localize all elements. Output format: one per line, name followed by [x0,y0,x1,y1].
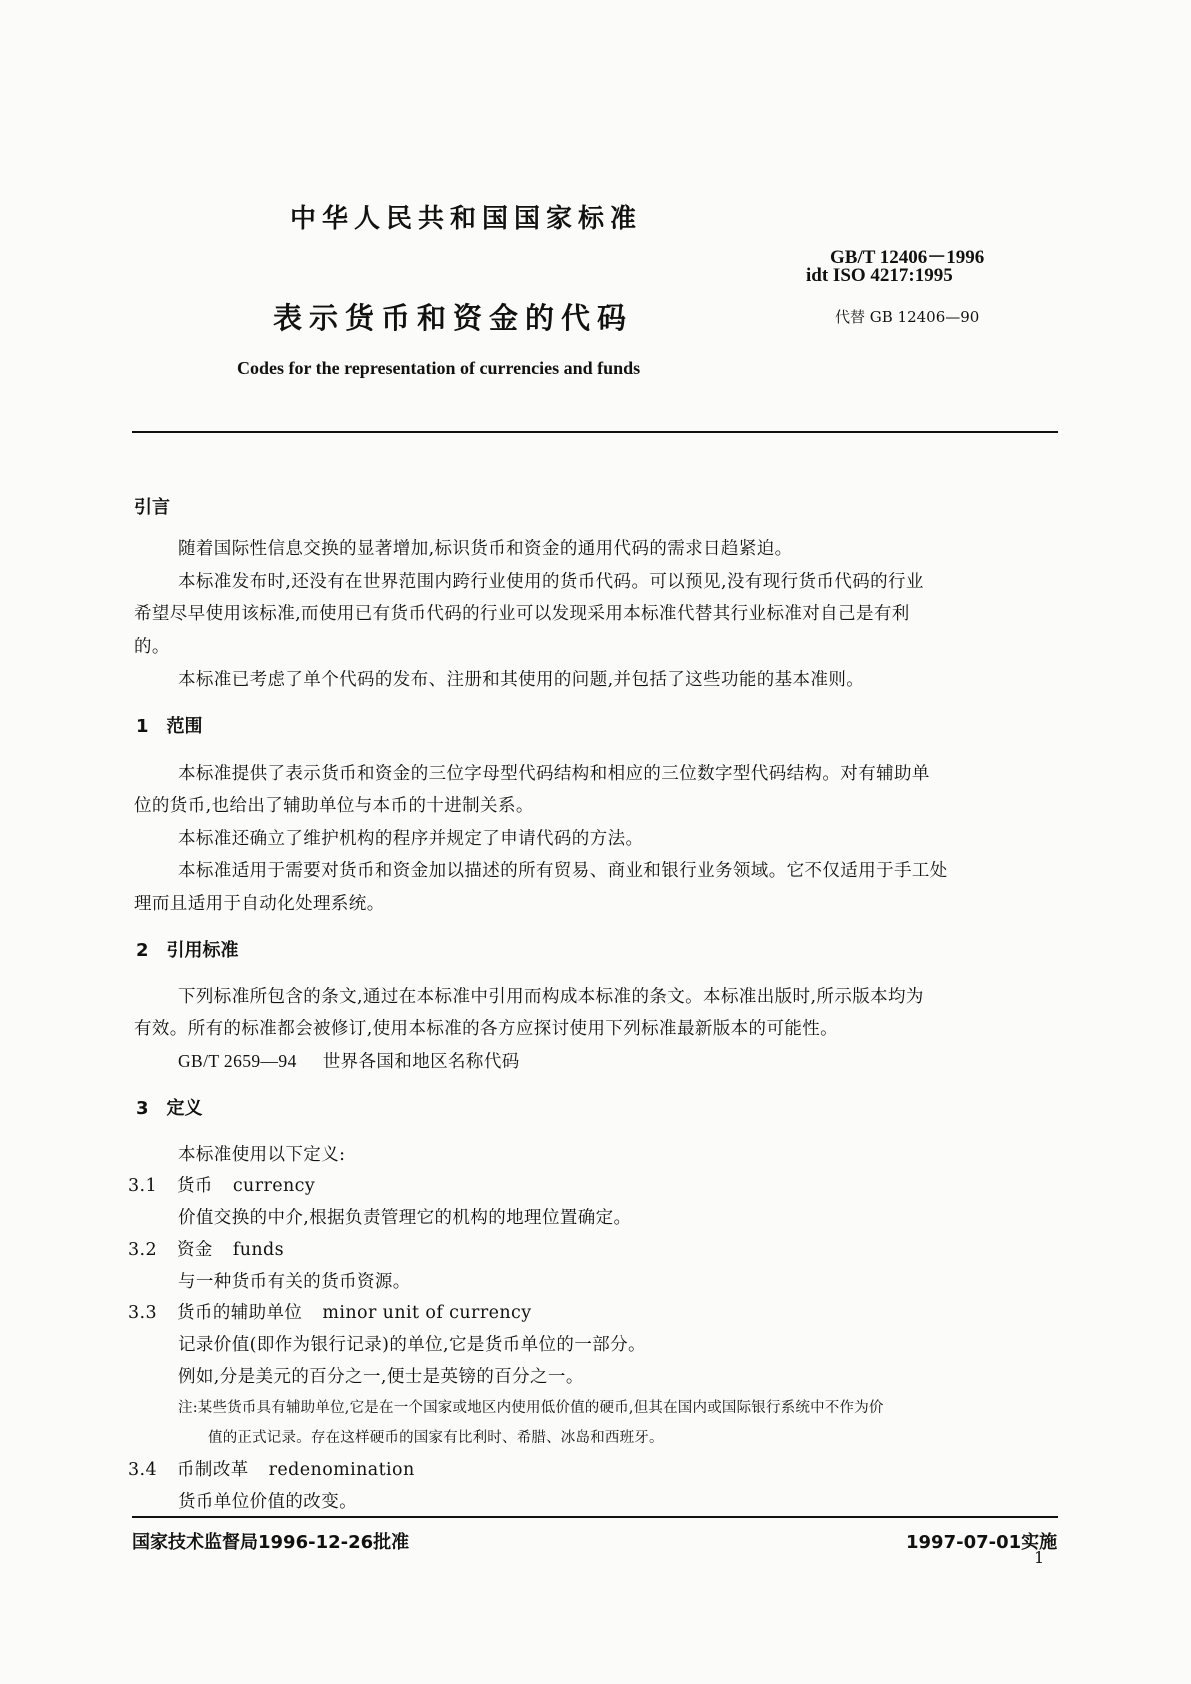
definition-3-1-term: 3.1 货币 currency [128,1176,316,1196]
page-number: 1 [1034,1548,1045,1567]
intro-heading: 引言 [134,497,170,518]
idt-code: idt ISO 4217:1995 [806,265,953,286]
referenced-standard [178,1048,520,1073]
standard-code: GB/T 12406－1996 [830,247,985,268]
section-1-heading: 1 范围 [136,716,203,737]
section-2-heading: 2 引用标准 [136,940,239,961]
definition-3-3-note-line-1: 注:某些货币具有辅助单位,它是在一个国家或地区内使用低价值的硬币,但其在国内或国际银行系统中不作为价 [178,1400,884,1416]
definition-3-3-text: 记录价值(即作为银行记录)的单位,它是货币单位的一部分。 [178,1335,646,1355]
section-1-paragraph-3-line-2: 理而且适用于自动化处理系统。 [134,894,385,914]
referenced-standard-code: GB/T 2659—94 [178,1051,297,1071]
section-3-heading: 3 定义 [136,1098,203,1119]
definitions-intro: 本标准使用以下定义: [178,1145,346,1165]
definition-3-4-term: 3.4 币制改革 redenomination [128,1460,415,1480]
definition-3-3-note-line-2: 值的正式记录。存在这样硬币的国家有比利时、希腊、冰岛和西班牙。 [208,1430,664,1446]
definition-3-1-text: 价值交换的中介,根据负责管理它的机构的地理位置确定。 [178,1208,632,1228]
section-2-paragraph-line-2: 有效。所有的标准都会被修订,使用本标准的各方应探讨使用下列标准最新版本的可能性。 [134,1019,839,1039]
section-1-paragraph-1-line-2: 位的货币,也给出了辅助单位与本币的十进制关系。 [134,796,534,816]
section-1-paragraph-3-line-1: 本标准适用于需要对货币和资金加以描述的所有贸易、商业和银行业务领域。它不仅适用于手工处 [178,861,948,881]
definition-3-3-term: 3.3 货币的辅助单位 minor unit of currency [128,1303,532,1323]
intro-paragraph-2-line-3: 的。 [134,637,170,657]
intro-paragraph-3: 本标准已考虑了单个代码的发布、注册和其使用的问题,并包括了这些功能的基本准则。 [178,670,865,690]
intro-paragraph-1: 随着国际性信息交换的显著增加,标识货币和资金的通用代码的需求日趋紧迫。 [178,539,793,559]
definition-3-3-example: 例如,分是美元的百分之一,便士是英镑的百分之一。 [178,1367,584,1387]
header-divider [132,431,1058,433]
section-1-paragraph-1-line-1: 本标准提供了表示货币和资金的三位字母型代码结构和相应的三位数字型代码结构。对有辅助单 [178,764,930,784]
section-2-paragraph-line-1: 下列标准所包含的条文,通过在本标准中引用而构成本标准的条文。本标准出版时,所示版本均为 [178,987,924,1007]
document-title-en: Codes for the representation of currencies and funds [237,358,641,378]
document-title-cn: 表示货币和资金的代码 [273,301,634,335]
section-1-paragraph-2: 本标准还确立了维护机构的程序并规定了申请代码的方法。 [178,829,644,849]
effective-date: 1997-07-01实施 [906,1532,1058,1553]
replaces-standard: 代替 GB 12406—90 [835,308,980,326]
national-standard-heading: 中华人民共和国国家标准 [290,204,643,234]
definition-3-2-term: 3.2 资金 funds [128,1240,285,1260]
intro-paragraph-2-line-2: 希望尽早使用该标准,而使用已有货币代码的行业可以发现采用本标准代替其行业标准对自己是有利 [134,604,910,624]
intro-paragraph-2-line-1: 本标准发布时,还没有在世界范围内跨行业使用的货币代码。可以预见,没有现行货币代码的行业 [178,572,924,592]
definition-3-2-text: 与一种货币有关的货币资源。 [178,1272,411,1292]
approval-date: 国家技术监督局1996-12-26批准 [132,1532,410,1553]
footer-divider [132,1516,1058,1518]
referenced-standard-title: 世界各国和地区名称代码 [322,1052,520,1072]
definition-3-4-text: 货币单位价值的改变。 [178,1492,357,1512]
